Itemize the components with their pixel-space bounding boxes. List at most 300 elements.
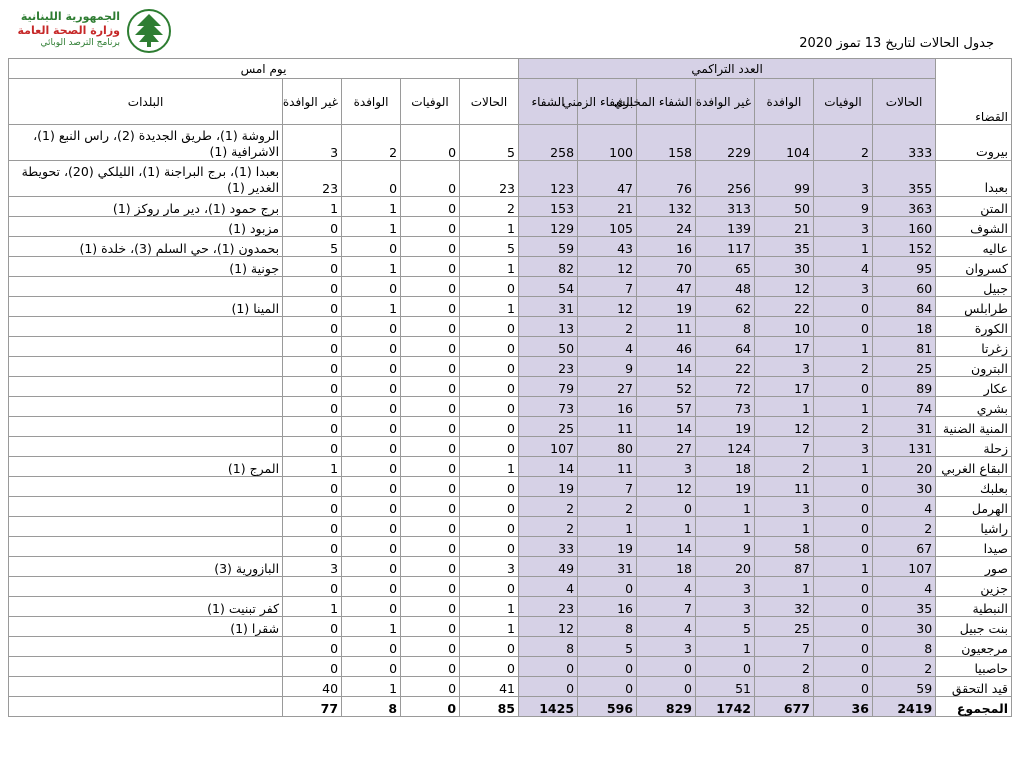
cases-cell: 20 bbox=[872, 457, 935, 477]
deaths-cell: 1 bbox=[813, 337, 872, 357]
recovered-cell: 1425 bbox=[519, 697, 578, 717]
towns-cell bbox=[9, 677, 283, 697]
table-row bbox=[9, 637, 1012, 657]
towns-cell bbox=[9, 337, 283, 357]
district-cell: البقاع الغربي bbox=[936, 457, 1012, 477]
deaths-cell: 0 bbox=[813, 377, 872, 397]
cases-cell: 2 bbox=[872, 517, 935, 537]
towns-cell bbox=[9, 277, 283, 297]
recovered-cell: 0 bbox=[519, 657, 578, 677]
lab-recovered-cell: 7 bbox=[637, 597, 696, 617]
time-recovered-cell: 19 bbox=[578, 537, 637, 557]
total-row bbox=[9, 697, 1012, 717]
header-deaths: الوفيات bbox=[813, 79, 872, 125]
y-cases-cell: 1 bbox=[460, 297, 519, 317]
y-cases-cell: 0 bbox=[460, 497, 519, 517]
district-cell: مرجعيون bbox=[936, 637, 1012, 657]
nonimported-cell: 124 bbox=[696, 437, 755, 457]
y-deaths-cell: 0 bbox=[401, 597, 460, 617]
deaths-cell: 0 bbox=[813, 637, 872, 657]
deaths-cell: 3 bbox=[813, 437, 872, 457]
y-imported-cell: 0 bbox=[342, 317, 401, 337]
deaths-cell: 0 bbox=[813, 497, 872, 517]
recovered-cell: 13 bbox=[519, 317, 578, 337]
lab-recovered-cell: 11 bbox=[637, 317, 696, 337]
y-imported-cell: 0 bbox=[342, 457, 401, 477]
towns-cell: كفر تبنيت (1) bbox=[9, 597, 283, 617]
table-row bbox=[9, 557, 1012, 577]
y-cases-cell: 1 bbox=[460, 457, 519, 477]
imported-cell: 21 bbox=[754, 217, 813, 237]
deaths-cell: 0 bbox=[813, 477, 872, 497]
header-time-recovered: الشفاء الزمني bbox=[578, 79, 637, 125]
cases-cell: 4 bbox=[872, 497, 935, 517]
table-row bbox=[9, 537, 1012, 557]
recovered-cell: 2 bbox=[519, 497, 578, 517]
table-row bbox=[9, 237, 1012, 257]
y-nonimported-cell: 0 bbox=[283, 217, 342, 237]
y-nonimported-cell: 23 bbox=[283, 161, 342, 197]
y-imported-cell: 0 bbox=[342, 497, 401, 517]
y-cases-cell: 0 bbox=[460, 397, 519, 417]
y-nonimported-cell: 0 bbox=[283, 477, 342, 497]
y-imported-cell: 2 bbox=[342, 125, 401, 161]
time-recovered-cell: 21 bbox=[578, 197, 637, 217]
imported-cell: 30 bbox=[754, 257, 813, 277]
cases-cell: 333 bbox=[872, 125, 935, 161]
time-recovered-cell: 7 bbox=[578, 477, 637, 497]
lab-recovered-cell: 14 bbox=[637, 357, 696, 377]
district-cell: قيد التحقق bbox=[936, 677, 1012, 697]
y-deaths-cell: 0 bbox=[401, 357, 460, 377]
time-recovered-cell: 12 bbox=[578, 257, 637, 277]
district-cell: طرابلس bbox=[936, 297, 1012, 317]
y-imported-cell: 0 bbox=[342, 437, 401, 457]
imported-cell: 2 bbox=[754, 457, 813, 477]
cases-cell: 60 bbox=[872, 277, 935, 297]
table-row bbox=[9, 297, 1012, 317]
district-cell: الكورة bbox=[936, 317, 1012, 337]
y-cases-cell: 0 bbox=[460, 477, 519, 497]
y-nonimported-cell: 0 bbox=[283, 437, 342, 457]
y-deaths-cell: 0 bbox=[401, 437, 460, 457]
time-recovered-cell: 31 bbox=[578, 557, 637, 577]
imported-cell: 17 bbox=[754, 337, 813, 357]
table-row bbox=[9, 377, 1012, 397]
towns-cell bbox=[9, 577, 283, 597]
towns-cell bbox=[9, 537, 283, 557]
towns-cell: مزبود (1) bbox=[9, 217, 283, 237]
district-cell: زحلة bbox=[936, 437, 1012, 457]
nonimported-cell: 8 bbox=[696, 317, 755, 337]
y-nonimported-cell: 0 bbox=[283, 657, 342, 677]
nonimported-cell: 19 bbox=[696, 417, 755, 437]
recovered-cell: 59 bbox=[519, 237, 578, 257]
deaths-cell: 2 bbox=[813, 417, 872, 437]
recovered-cell: 107 bbox=[519, 437, 578, 457]
imported-cell: 22 bbox=[754, 297, 813, 317]
towns-cell bbox=[9, 637, 283, 657]
nonimported-cell: 1 bbox=[696, 637, 755, 657]
time-recovered-cell: 5 bbox=[578, 637, 637, 657]
lab-recovered-cell: 14 bbox=[637, 417, 696, 437]
recovered-cell: 79 bbox=[519, 377, 578, 397]
nonimported-cell: 3 bbox=[696, 577, 755, 597]
recovered-cell: 73 bbox=[519, 397, 578, 417]
y-imported-cell: 1 bbox=[342, 677, 401, 697]
y-deaths-cell: 0 bbox=[401, 317, 460, 337]
y-nonimported-cell: 3 bbox=[283, 557, 342, 577]
cases-cell: 4 bbox=[872, 577, 935, 597]
time-recovered-cell: 0 bbox=[578, 657, 637, 677]
district-cell: بنت جبيل bbox=[936, 617, 1012, 637]
district-cell: البترون bbox=[936, 357, 1012, 377]
table-row bbox=[9, 597, 1012, 617]
page-title: جدول الحالات لتاريخ 13 تموز 2020 bbox=[799, 36, 994, 51]
cases-cell: 18 bbox=[872, 317, 935, 337]
lab-recovered-cell: 158 bbox=[637, 125, 696, 161]
imported-cell: 12 bbox=[754, 277, 813, 297]
towns-cell bbox=[9, 477, 283, 497]
lab-recovered-cell: 132 bbox=[637, 197, 696, 217]
header-nonimported: غير الوافدة bbox=[696, 79, 755, 125]
y-cases-cell: 3 bbox=[460, 557, 519, 577]
y-cases-cell: 1 bbox=[460, 617, 519, 637]
time-recovered-cell: 2 bbox=[578, 317, 637, 337]
y-cases-cell: 85 bbox=[460, 697, 519, 717]
district-cell: بشري bbox=[936, 397, 1012, 417]
cases-cell: 67 bbox=[872, 537, 935, 557]
y-imported-cell: 1 bbox=[342, 217, 401, 237]
recovered-cell: 14 bbox=[519, 457, 578, 477]
lab-recovered-cell: 19 bbox=[637, 297, 696, 317]
cases-cell: 25 bbox=[872, 357, 935, 377]
recovered-cell: 129 bbox=[519, 217, 578, 237]
deaths-cell: 0 bbox=[813, 517, 872, 537]
recovered-cell: 23 bbox=[519, 357, 578, 377]
recovered-cell: 0 bbox=[519, 677, 578, 697]
time-recovered-cell: 100 bbox=[578, 125, 637, 161]
y-deaths-cell: 0 bbox=[401, 377, 460, 397]
time-recovered-cell: 11 bbox=[578, 417, 637, 437]
cases-cell: 2 bbox=[872, 657, 935, 677]
table-row bbox=[9, 217, 1012, 237]
y-cases-cell: 0 bbox=[460, 377, 519, 397]
time-recovered-cell: 105 bbox=[578, 217, 637, 237]
towns-cell: الروشة (1)، طريق الجديدة (2)، راس النبع (1)، الاشرافية (1) bbox=[9, 125, 283, 161]
towns-cell: شقرا (1) bbox=[9, 617, 283, 637]
header-yesterday-group: يوم امس bbox=[9, 59, 519, 79]
district-cell: عاليه bbox=[936, 237, 1012, 257]
district-cell: المتن bbox=[936, 197, 1012, 217]
imported-cell: 8 bbox=[754, 677, 813, 697]
recovered-cell: 12 bbox=[519, 617, 578, 637]
y-cases-cell: 5 bbox=[460, 125, 519, 161]
district-cell: راشيا bbox=[936, 517, 1012, 537]
lab-recovered-cell: 76 bbox=[637, 161, 696, 197]
time-recovered-cell: 7 bbox=[578, 277, 637, 297]
y-deaths-cell: 0 bbox=[401, 517, 460, 537]
imported-cell: 35 bbox=[754, 237, 813, 257]
lab-recovered-cell: 12 bbox=[637, 477, 696, 497]
y-cases-cell: 41 bbox=[460, 677, 519, 697]
time-recovered-cell: 0 bbox=[578, 577, 637, 597]
towns-cell: برج حمود (1)، دير مار روكز (1) bbox=[9, 197, 283, 217]
table-row bbox=[9, 257, 1012, 277]
lab-recovered-cell: 57 bbox=[637, 397, 696, 417]
y-deaths-cell: 0 bbox=[401, 657, 460, 677]
imported-cell: 2 bbox=[754, 657, 813, 677]
y-deaths-cell: 0 bbox=[401, 297, 460, 317]
lab-recovered-cell: 829 bbox=[637, 697, 696, 717]
y-deaths-cell: 0 bbox=[401, 537, 460, 557]
time-recovered-cell: 9 bbox=[578, 357, 637, 377]
y-cases-cell: 0 bbox=[460, 417, 519, 437]
nonimported-cell: 62 bbox=[696, 297, 755, 317]
recovered-cell: 82 bbox=[519, 257, 578, 277]
header-y-nonimported: غير الوافدة bbox=[283, 79, 342, 125]
y-imported-cell: 0 bbox=[342, 397, 401, 417]
deaths-cell: 0 bbox=[813, 657, 872, 677]
logo-republic-text: الجمهورية اللبنانية bbox=[20, 10, 120, 23]
cases-cell: 355 bbox=[872, 161, 935, 197]
lab-recovered-cell: 46 bbox=[637, 337, 696, 357]
district-cell: بعبدا bbox=[936, 161, 1012, 197]
y-deaths-cell: 0 bbox=[401, 477, 460, 497]
district-cell: بيروت bbox=[936, 125, 1012, 161]
y-nonimported-cell: 0 bbox=[283, 277, 342, 297]
y-nonimported-cell: 0 bbox=[283, 317, 342, 337]
y-imported-cell: 0 bbox=[342, 637, 401, 657]
deaths-cell: 0 bbox=[813, 677, 872, 697]
y-cases-cell: 0 bbox=[460, 577, 519, 597]
nonimported-cell: 18 bbox=[696, 457, 755, 477]
nonimported-cell: 65 bbox=[696, 257, 755, 277]
nonimported-cell: 256 bbox=[696, 161, 755, 197]
time-recovered-cell: 16 bbox=[578, 397, 637, 417]
imported-cell: 50 bbox=[754, 197, 813, 217]
imported-cell: 7 bbox=[754, 437, 813, 457]
nonimported-cell: 5 bbox=[696, 617, 755, 637]
district-cell: بعلبك bbox=[936, 477, 1012, 497]
y-cases-cell: 0 bbox=[460, 357, 519, 377]
table-row bbox=[9, 317, 1012, 337]
time-recovered-cell: 1 bbox=[578, 517, 637, 537]
district-cell: صيدا bbox=[936, 537, 1012, 557]
y-nonimported-cell: 0 bbox=[283, 637, 342, 657]
header-towns: البلدات bbox=[9, 79, 283, 125]
district-cell: صور bbox=[936, 557, 1012, 577]
towns-cell bbox=[9, 357, 283, 377]
y-deaths-cell: 0 bbox=[401, 125, 460, 161]
y-deaths-cell: 0 bbox=[401, 557, 460, 577]
recovered-cell: 8 bbox=[519, 637, 578, 657]
lab-recovered-cell: 27 bbox=[637, 437, 696, 457]
nonimported-cell: 72 bbox=[696, 377, 755, 397]
y-deaths-cell: 0 bbox=[401, 337, 460, 357]
nonimported-cell: 0 bbox=[696, 657, 755, 677]
lab-recovered-cell: 0 bbox=[637, 497, 696, 517]
nonimported-cell: 1 bbox=[696, 497, 755, 517]
y-imported-cell: 1 bbox=[342, 617, 401, 637]
y-nonimported-cell: 0 bbox=[283, 497, 342, 517]
recovered-cell: 258 bbox=[519, 125, 578, 161]
y-deaths-cell: 0 bbox=[401, 637, 460, 657]
header-y-cases: الحالات bbox=[460, 79, 519, 125]
y-nonimported-cell: 0 bbox=[283, 257, 342, 277]
y-deaths-cell: 0 bbox=[401, 217, 460, 237]
deaths-cell: 1 bbox=[813, 237, 872, 257]
lab-recovered-cell: 14 bbox=[637, 537, 696, 557]
y-deaths-cell: 0 bbox=[401, 677, 460, 697]
table-row bbox=[9, 417, 1012, 437]
y-deaths-cell: 0 bbox=[401, 457, 460, 477]
y-imported-cell: 8 bbox=[342, 697, 401, 717]
lab-recovered-cell: 16 bbox=[637, 237, 696, 257]
lab-recovered-cell: 4 bbox=[637, 617, 696, 637]
time-recovered-cell: 47 bbox=[578, 161, 637, 197]
y-cases-cell: 0 bbox=[460, 517, 519, 537]
nonimported-cell: 1742 bbox=[696, 697, 755, 717]
deaths-cell: 3 bbox=[813, 277, 872, 297]
nonimported-cell: 51 bbox=[696, 677, 755, 697]
time-recovered-cell: 596 bbox=[578, 697, 637, 717]
lab-recovered-cell: 3 bbox=[637, 637, 696, 657]
y-nonimported-cell: 5 bbox=[283, 237, 342, 257]
cases-cell: 131 bbox=[872, 437, 935, 457]
imported-cell: 1 bbox=[754, 577, 813, 597]
y-imported-cell: 0 bbox=[342, 357, 401, 377]
imported-cell: 25 bbox=[754, 617, 813, 637]
recovered-cell: 25 bbox=[519, 417, 578, 437]
cases-cell: 31 bbox=[872, 417, 935, 437]
recovered-cell: 23 bbox=[519, 597, 578, 617]
header-recovered: الشفاء bbox=[519, 79, 578, 125]
towns-cell: بعبدا (1)، برج البراجنة (1)، الليلكي (20)، تحويطة الغدير (1) bbox=[9, 161, 283, 197]
nonimported-cell: 1 bbox=[696, 517, 755, 537]
district-cell: زغرتا bbox=[936, 337, 1012, 357]
lab-recovered-cell: 3 bbox=[637, 457, 696, 477]
towns-cell bbox=[9, 377, 283, 397]
deaths-cell: 0 bbox=[813, 317, 872, 337]
imported-cell: 677 bbox=[754, 697, 813, 717]
cases-cell: 35 bbox=[872, 597, 935, 617]
deaths-cell: 0 bbox=[813, 577, 872, 597]
district-cell: الشوف bbox=[936, 217, 1012, 237]
cases-cell: 59 bbox=[872, 677, 935, 697]
deaths-cell: 3 bbox=[813, 161, 872, 197]
y-cases-cell: 0 bbox=[460, 537, 519, 557]
y-imported-cell: 0 bbox=[342, 277, 401, 297]
header-y-imported: الوافدة bbox=[342, 79, 401, 125]
recovered-cell: 2 bbox=[519, 517, 578, 537]
table-row bbox=[9, 197, 1012, 217]
table-row bbox=[9, 477, 1012, 497]
y-nonimported-cell: 0 bbox=[283, 517, 342, 537]
district-cell: جبيل bbox=[936, 277, 1012, 297]
nonimported-cell: 22 bbox=[696, 357, 755, 377]
y-cases-cell: 0 bbox=[460, 277, 519, 297]
y-cases-cell: 2 bbox=[460, 197, 519, 217]
table-row bbox=[9, 517, 1012, 537]
header-imported: الوافدة bbox=[754, 79, 813, 125]
cases-table bbox=[8, 58, 1012, 717]
time-recovered-cell: 43 bbox=[578, 237, 637, 257]
y-cases-cell: 1 bbox=[460, 257, 519, 277]
y-nonimported-cell: 77 bbox=[283, 697, 342, 717]
imported-cell: 87 bbox=[754, 557, 813, 577]
cases-cell: 89 bbox=[872, 377, 935, 397]
table-row bbox=[9, 437, 1012, 457]
logo-ministry-text: وزارة الصحة العامة bbox=[17, 24, 120, 37]
y-imported-cell: 0 bbox=[342, 557, 401, 577]
nonimported-cell: 20 bbox=[696, 557, 755, 577]
time-recovered-cell: 0 bbox=[578, 677, 637, 697]
y-deaths-cell: 0 bbox=[401, 697, 460, 717]
towns-cell bbox=[9, 497, 283, 517]
y-nonimported-cell: 0 bbox=[283, 397, 342, 417]
imported-cell: 10 bbox=[754, 317, 813, 337]
y-imported-cell: 0 bbox=[342, 377, 401, 397]
y-imported-cell: 0 bbox=[342, 597, 401, 617]
y-imported-cell: 1 bbox=[342, 257, 401, 277]
deaths-cell: 0 bbox=[813, 297, 872, 317]
nonimported-cell: 9 bbox=[696, 537, 755, 557]
towns-cell bbox=[9, 417, 283, 437]
imported-cell: 1 bbox=[754, 397, 813, 417]
deaths-cell: 2 bbox=[813, 125, 872, 161]
imported-cell: 1 bbox=[754, 517, 813, 537]
y-imported-cell: 0 bbox=[342, 537, 401, 557]
y-nonimported-cell: 1 bbox=[283, 597, 342, 617]
y-nonimported-cell: 0 bbox=[283, 337, 342, 357]
nonimported-cell: 64 bbox=[696, 337, 755, 357]
deaths-cell: 2 bbox=[813, 357, 872, 377]
table-row bbox=[9, 577, 1012, 597]
y-nonimported-cell: 3 bbox=[283, 125, 342, 161]
cases-cell: 95 bbox=[872, 257, 935, 277]
table-row bbox=[9, 617, 1012, 637]
y-nonimported-cell: 0 bbox=[283, 617, 342, 637]
y-deaths-cell: 0 bbox=[401, 257, 460, 277]
towns-cell bbox=[9, 657, 283, 677]
nonimported-cell: 73 bbox=[696, 397, 755, 417]
towns-cell bbox=[9, 437, 283, 457]
imported-cell: 12 bbox=[754, 417, 813, 437]
recovered-cell: 54 bbox=[519, 277, 578, 297]
cases-cell: 30 bbox=[872, 617, 935, 637]
lab-recovered-cell: 1 bbox=[637, 517, 696, 537]
y-nonimported-cell: 40 bbox=[283, 677, 342, 697]
lab-recovered-cell: 0 bbox=[637, 657, 696, 677]
y-nonimported-cell: 1 bbox=[283, 457, 342, 477]
deaths-cell: 1 bbox=[813, 557, 872, 577]
nonimported-cell: 139 bbox=[696, 217, 755, 237]
recovered-cell: 153 bbox=[519, 197, 578, 217]
time-recovered-cell: 4 bbox=[578, 337, 637, 357]
y-imported-cell: 0 bbox=[342, 657, 401, 677]
table-row bbox=[9, 277, 1012, 297]
cases-cell: 160 bbox=[872, 217, 935, 237]
recovered-cell: 4 bbox=[519, 577, 578, 597]
y-cases-cell: 5 bbox=[460, 237, 519, 257]
y-imported-cell: 0 bbox=[342, 577, 401, 597]
deaths-cell: 9 bbox=[813, 197, 872, 217]
time-recovered-cell: 27 bbox=[578, 377, 637, 397]
cases-cell: 30 bbox=[872, 477, 935, 497]
time-recovered-cell: 12 bbox=[578, 297, 637, 317]
table-row bbox=[9, 497, 1012, 517]
